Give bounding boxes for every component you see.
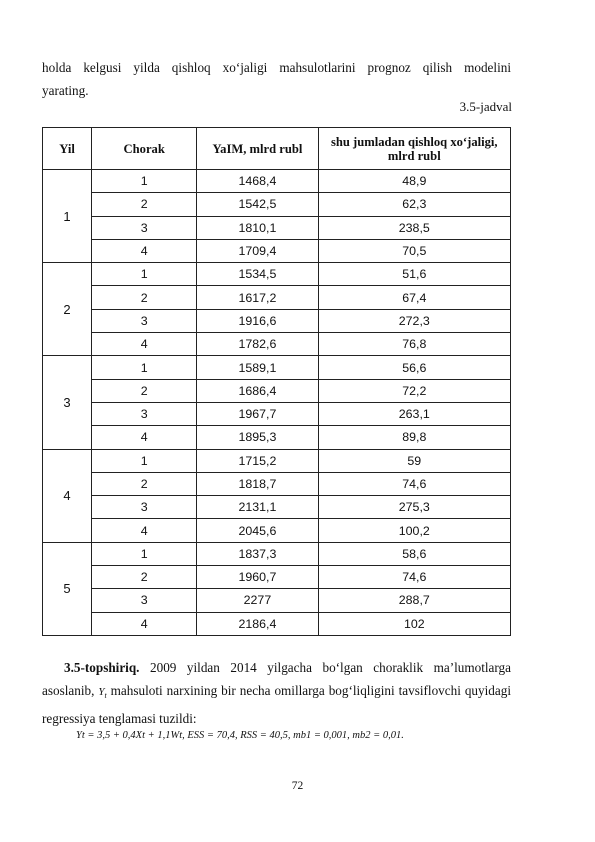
year-cell: 5 bbox=[43, 542, 92, 635]
quarter-cell: 1 bbox=[92, 356, 197, 379]
quarter-cell: 2 bbox=[92, 193, 197, 216]
table-row bbox=[43, 589, 511, 612]
agriculture-cell: 102 bbox=[318, 612, 510, 635]
intro-line-2: yarating. bbox=[42, 83, 89, 98]
gdp-cell: 1837,3 bbox=[197, 542, 318, 565]
agriculture-cell: 89,8 bbox=[318, 426, 510, 449]
table-row bbox=[43, 519, 511, 542]
table-row bbox=[43, 426, 511, 449]
agriculture-cell: 100,2 bbox=[318, 519, 510, 542]
gdp-cell: 2045,6 bbox=[197, 519, 318, 542]
gdp-cell: 1810,1 bbox=[197, 216, 318, 239]
table-row bbox=[43, 170, 511, 193]
table-caption: 3.5-jadval bbox=[459, 99, 512, 114]
table-header-row bbox=[43, 128, 511, 170]
agriculture-cell: 275,3 bbox=[318, 496, 510, 519]
quarter-cell: 3 bbox=[92, 309, 197, 332]
gdp-cell: 1960,7 bbox=[197, 566, 318, 589]
header-gdp: YaIM, mlrd rubl bbox=[197, 128, 318, 170]
intro-paragraph bbox=[42, 56, 511, 102]
quarter-cell: 2 bbox=[92, 472, 197, 495]
table-row bbox=[43, 216, 511, 239]
gdp-cell: 1967,7 bbox=[197, 402, 318, 425]
table-row bbox=[43, 379, 511, 402]
agriculture-cell: 288,7 bbox=[318, 589, 510, 612]
quarter-cell: 3 bbox=[92, 589, 197, 612]
quarter-cell: 4 bbox=[92, 519, 197, 542]
header-agriculture: shu jumladan qishloq xo‘jaligi, mlrd rubl bbox=[318, 128, 510, 170]
gdp-cell: 2277 bbox=[197, 589, 318, 612]
table-row bbox=[43, 193, 511, 216]
agriculture-cell: 48,9 bbox=[318, 170, 510, 193]
table-row bbox=[43, 472, 511, 495]
table-row bbox=[43, 402, 511, 425]
table-row bbox=[43, 309, 511, 332]
exercise-title: 3.5-topshiriq. bbox=[64, 660, 140, 675]
year-cell: 2 bbox=[43, 263, 92, 356]
year-cell: 1 bbox=[43, 170, 92, 263]
quarter-cell: 3 bbox=[92, 496, 197, 519]
page-number: 72 bbox=[291, 780, 304, 792]
gdp-cell: 1686,4 bbox=[197, 379, 318, 402]
agriculture-cell: 74,6 bbox=[318, 566, 510, 589]
gdp-cell: 1542,5 bbox=[197, 193, 318, 216]
agriculture-cell: 62,3 bbox=[318, 193, 510, 216]
quarter-cell: 2 bbox=[92, 286, 197, 309]
exercise-paragraph bbox=[42, 656, 511, 730]
intro-line-1: holda kelgusi yilda qishloq xo‘jaligi mahsulotlarini prognoz qilish modelini bbox=[42, 60, 511, 75]
quarter-cell: 1 bbox=[92, 170, 197, 193]
agriculture-cell: 72,2 bbox=[318, 379, 510, 402]
gdp-cell: 1534,5 bbox=[197, 263, 318, 286]
gdp-cell: 1818,7 bbox=[197, 472, 318, 495]
agriculture-cell: 59 bbox=[318, 449, 510, 472]
quarter-cell: 1 bbox=[92, 263, 197, 286]
agriculture-cell: 51,6 bbox=[318, 263, 510, 286]
table-row bbox=[43, 333, 511, 356]
gdp-cell: 1709,4 bbox=[197, 239, 318, 262]
quarter-cell: 4 bbox=[92, 333, 197, 356]
table-row bbox=[43, 566, 511, 589]
year-cell: 3 bbox=[43, 356, 92, 449]
gdp-cell: 1895,3 bbox=[197, 426, 318, 449]
agriculture-cell: 76,8 bbox=[318, 333, 510, 356]
table-row bbox=[43, 449, 511, 472]
gdp-cell: 1468,4 bbox=[197, 170, 318, 193]
table-row bbox=[43, 612, 511, 635]
table-row bbox=[43, 356, 511, 379]
agriculture-cell: 238,5 bbox=[318, 216, 510, 239]
gdp-cell: 2186,4 bbox=[197, 612, 318, 635]
table-row bbox=[43, 286, 511, 309]
header-year: Yil bbox=[43, 128, 92, 170]
quarter-cell: 4 bbox=[92, 239, 197, 262]
gdp-cell: 1617,2 bbox=[197, 286, 318, 309]
quarter-cell: 3 bbox=[92, 216, 197, 239]
agriculture-cell: 56,6 bbox=[318, 356, 510, 379]
exercise-variable: $Y_t$ bbox=[98, 686, 107, 701]
quarter-cell: 1 bbox=[92, 449, 197, 472]
quarter-cell: 4 bbox=[92, 426, 197, 449]
gdp-cell: 1589,1 bbox=[197, 356, 318, 379]
gdp-cell: 1782,6 bbox=[197, 333, 318, 356]
gdp-table bbox=[42, 127, 511, 636]
regression-equation bbox=[76, 730, 404, 741]
quarter-cell: 2 bbox=[92, 566, 197, 589]
regression-equation-text: Yt = 3,5 + 0,4Xt + 1,1Wt, ESS = 70,4, RSS = 40,5, mb1 = 0,001, mb2 = 0,01. bbox=[76, 730, 404, 741]
agriculture-cell: 272,3 bbox=[318, 309, 510, 332]
table-row bbox=[43, 239, 511, 262]
agriculture-cell: 70,5 bbox=[318, 239, 510, 262]
gdp-cell: 1916,6 bbox=[197, 309, 318, 332]
year-cell: 4 bbox=[43, 449, 92, 542]
quarter-cell: 4 bbox=[92, 612, 197, 635]
table-body bbox=[43, 170, 511, 636]
quarter-cell: 2 bbox=[92, 379, 197, 402]
table-row bbox=[43, 263, 511, 286]
table-row bbox=[43, 496, 511, 519]
agriculture-cell: 263,1 bbox=[318, 402, 510, 425]
quarter-cell: 3 bbox=[92, 402, 197, 425]
agriculture-cell: 58,6 bbox=[318, 542, 510, 565]
gdp-cell: 2131,1 bbox=[197, 496, 318, 519]
agriculture-cell: 67,4 bbox=[318, 286, 510, 309]
table-row bbox=[43, 542, 511, 565]
quarter-cell: 1 bbox=[92, 542, 197, 565]
exercise-text-a: 2009 yildan 2014 yilgacha bo‘lgan choraklik ma’lumotlarga asoslanib, bbox=[42, 660, 511, 698]
gdp-cell: 1715,2 bbox=[197, 449, 318, 472]
header-quarter: Chorak bbox=[92, 128, 197, 170]
exercise-text-b: mahsuloti narxining bir necha omillarga bog‘liqligini tavsiflovchi quyidagi regressiya tenglamasi tuzildi: bbox=[42, 683, 511, 727]
agriculture-cell: 74,6 bbox=[318, 472, 510, 495]
